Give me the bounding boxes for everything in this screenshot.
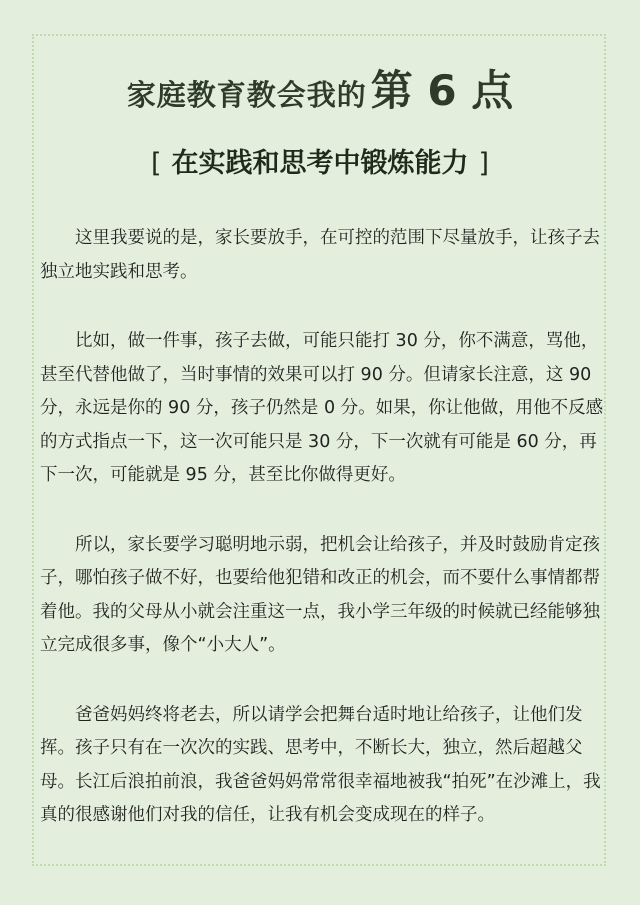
subtitle-close-bracket: ] xyxy=(478,148,490,179)
paragraph-1: 这里我要说的是，家长要放手，在可控的范围下尽量放手，让孩子去独立地实践和思考。 xyxy=(40,228,600,282)
title-point: 第 6 点 xyxy=(370,66,514,115)
subtitle-open-bracket: [ xyxy=(150,148,162,179)
paragraph-3: 所以，家长要学习聪明地示弱，把机会让给孩子，并及时鼓励肯定孩子，哪怕孩子做不好，也要给他犯错和改正的机会，而不要什么事情都帮着他。我的父母从小就会注重这一点，我小学三年级的时候就已经能够独立完成很多事，像个“小大人”。 xyxy=(40,534,600,655)
page-subtitle xyxy=(0,141,640,180)
paragraph-2: 比如，做一件事，孩子去做，可能只能打 30 分，你不满意，骂他，甚至代替他做了，当时事情的效果可以打 90 分。但请家长注意，这 90 分，永远是你的 90 分，孩子仍然是 0 分。如果，你让他做，用他不反感的方式指点一下，这一次可能只是 30 分，下一次就有可能是 60 分，再下一次，可能就是 95 分，甚至比你做得更好。 xyxy=(40,331,604,485)
subtitle-text: 在实践和思考中锻炼能力 xyxy=(171,148,469,179)
page-title xyxy=(0,58,640,118)
article-body xyxy=(40,222,605,869)
paragraph-4: 爸爸妈妈终将老去，所以请学会把舞台适时地让给孩子，让他们发挥。孩子只有在一次次的实践、思考中，不断长大，独立，然后超越父母。长江后浪拍前浪，我爸爸妈妈常常很幸福地被我“拍死”在沙滩上，我真的很感谢他们对我的信任，让我有机会变成现在的样子。 xyxy=(40,704,601,825)
title-prefix: 家庭教育教会我的 xyxy=(126,78,367,112)
